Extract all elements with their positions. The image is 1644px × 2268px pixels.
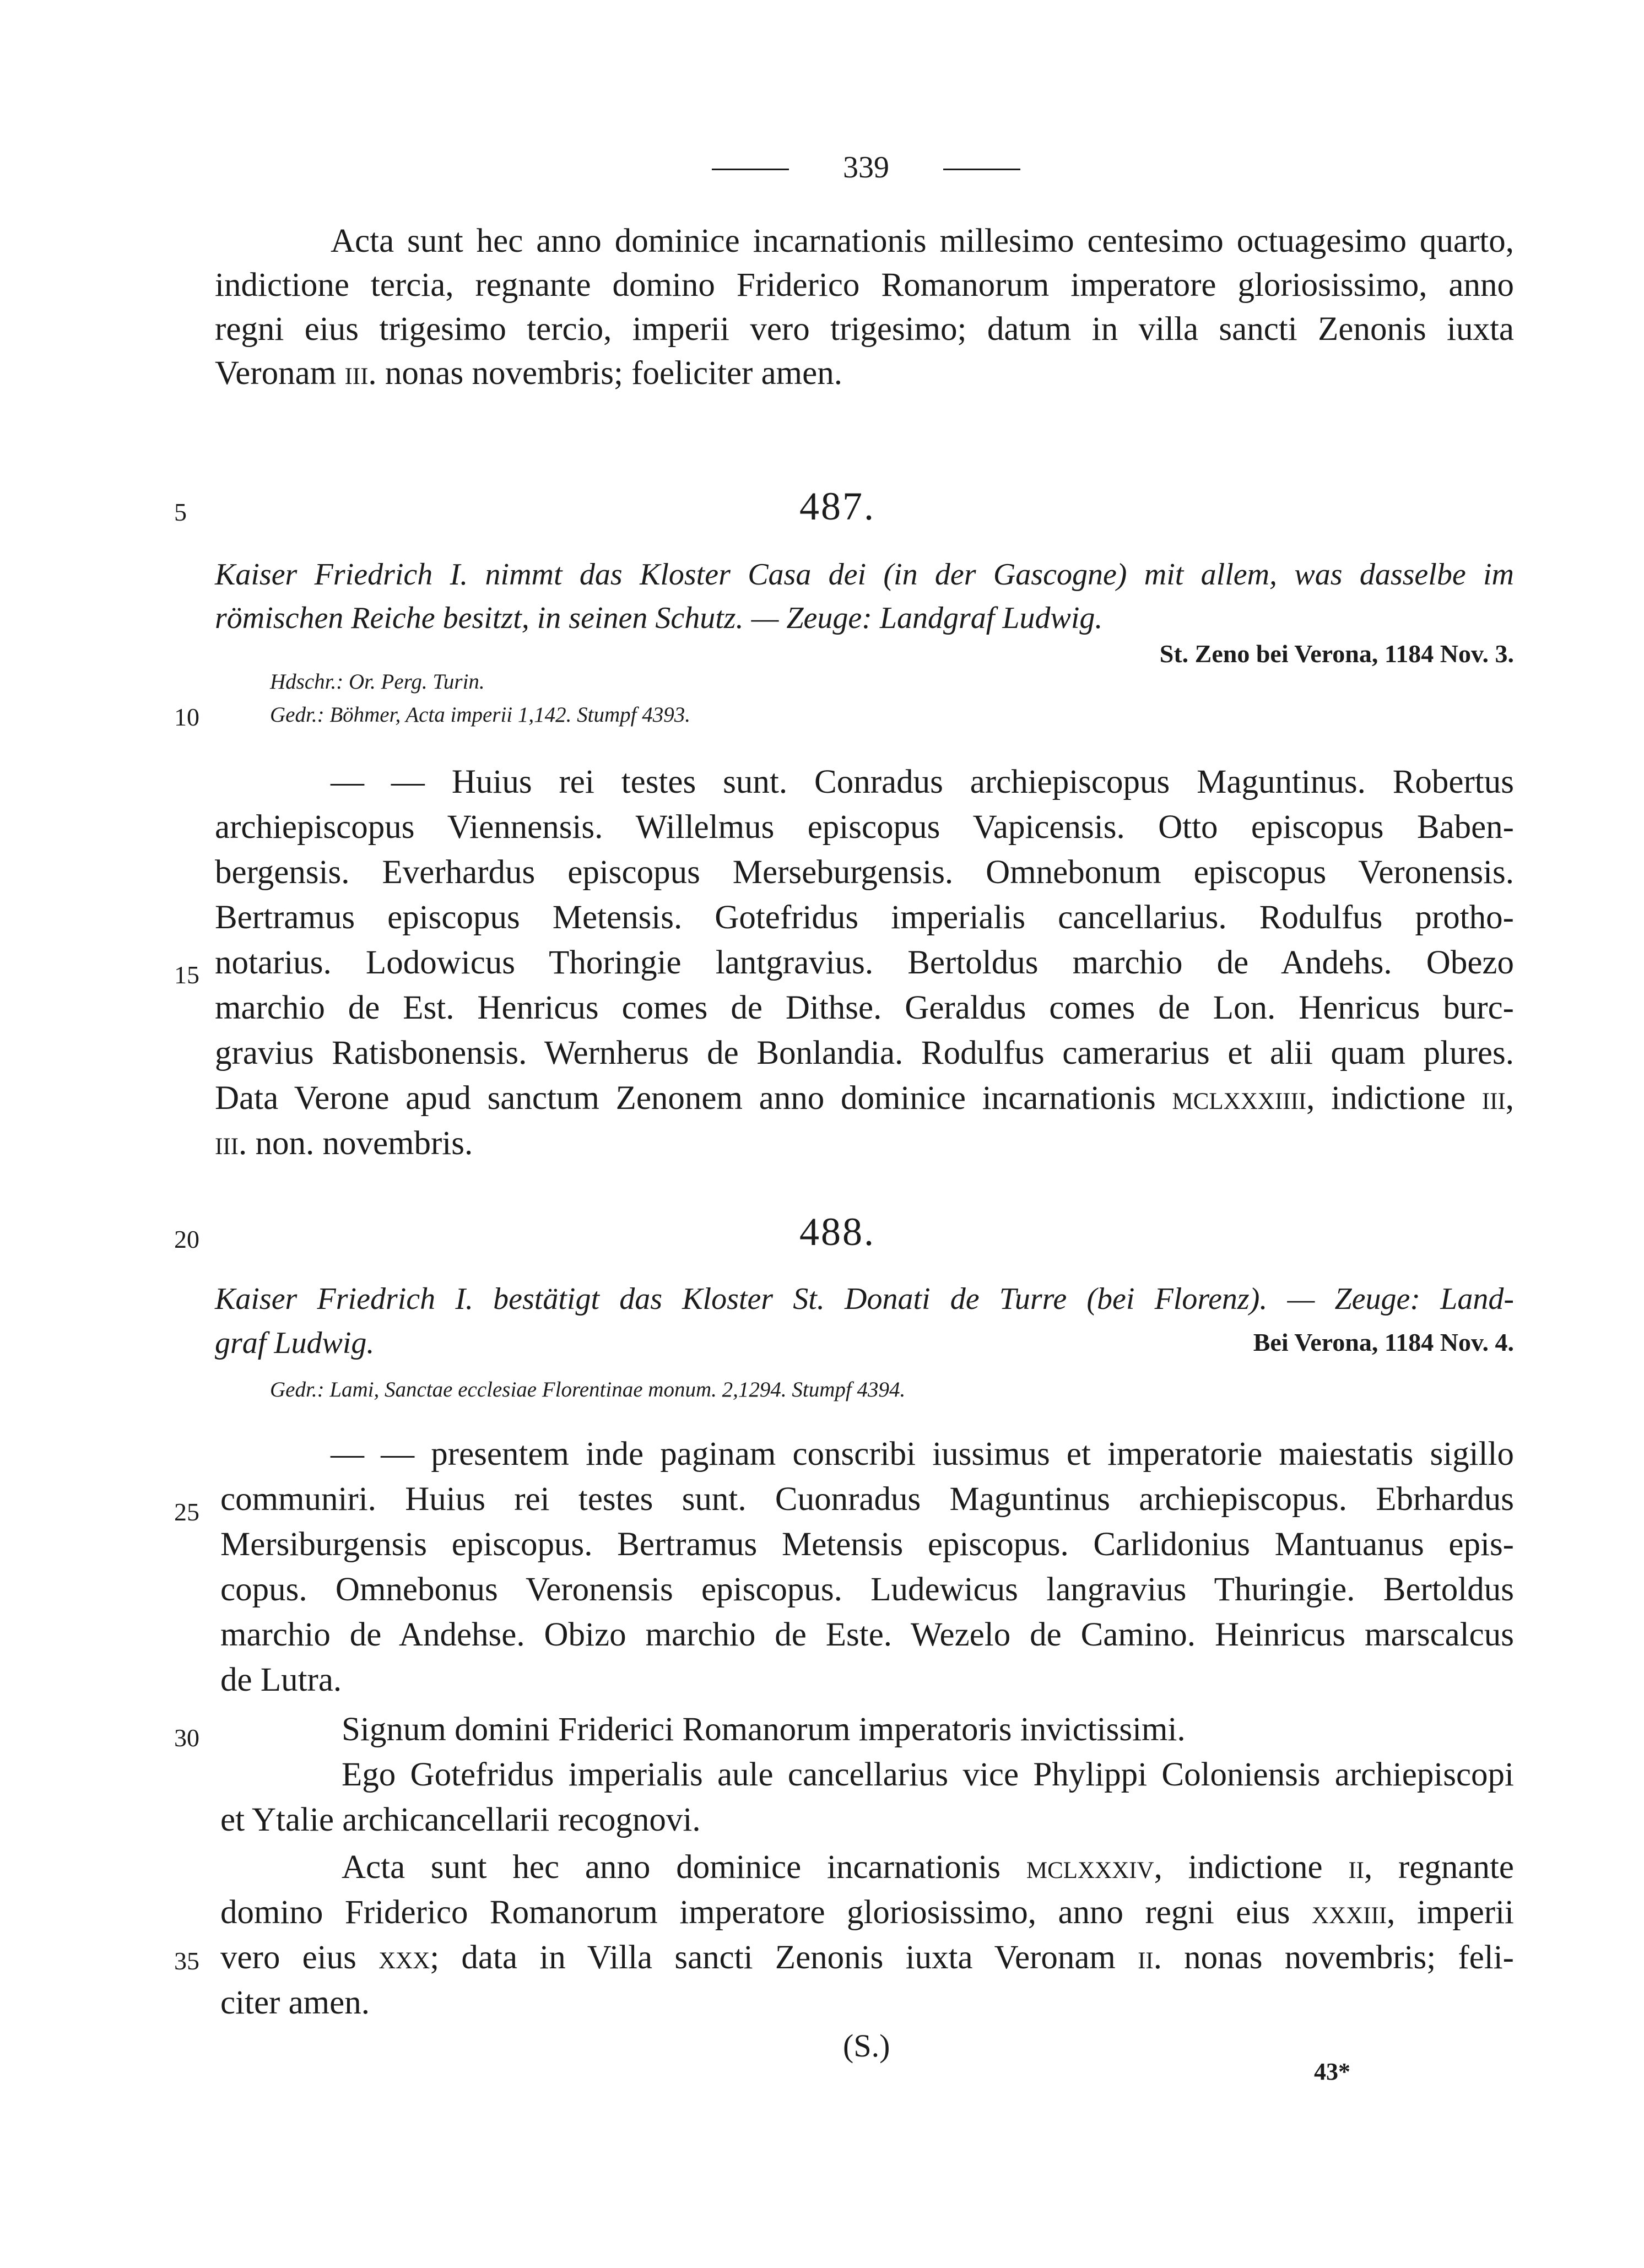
text-line: communiri. Huius rei testes sunt. Cuonradus Maguntinus archiepiscopus. Ebrhardus bbox=[220, 1481, 1514, 1518]
text-line: marchio de Est. Henricus comes de Dithse. Geraldus comes de Lon. Henricus burc- bbox=[215, 989, 1514, 1026]
text-line: — — Huius rei testes sunt. Conradus archiepiscopus Maguntinus. Robertus bbox=[331, 764, 1514, 800]
text-line: marchio de Andehse. Obizo marchio de Este. Wezelo de Camino. Heinricus marscalcus bbox=[220, 1616, 1514, 1653]
acta-line-1: Acta sunt hec anno dominice incarnationis mclxxxiv, indictione ii, regnante bbox=[342, 1849, 1514, 1886]
text-line: copus. Omnebonus Veronensis episcopus. Ludewicus langravius Thuringie. Bertoldus bbox=[220, 1571, 1514, 1608]
text-line: Mersiburgensis episcopus. Bertramus Metensis episcopus. Carlidonius Mantuanus epis- bbox=[220, 1526, 1514, 1563]
margin-number: 20 bbox=[174, 1225, 199, 1253]
summary-line-2: graf Ludwig. bbox=[215, 1326, 375, 1360]
bibliography-manuscript: Hdschr.: Or. Perg. Turin. bbox=[270, 670, 485, 694]
text-line: gravius Ratisbonensis. Wernherus de Bonlandia. Rodulfus camerarius et alii quam plures. bbox=[215, 1035, 1514, 1071]
intro-line-1: Acta sunt hec anno dominice incarnationis millesimo centesimo octuagesimo quarto, bbox=[331, 223, 1514, 259]
text-line: notarius. Lodowicus Thoringie lantgravius. Bertoldus marchio de Andehs. Obezo bbox=[215, 944, 1514, 981]
recognition-line-1: Ego Gotefridus imperialis aule cancellarius vice Phylippi Coloniensis archiepiscopi bbox=[342, 1756, 1514, 1793]
acta-line-4: citer amen. bbox=[220, 1984, 370, 2021]
text-line: bergensis. Everhardus episcopus Merseburgensis. Omnebonum episcopus Veronensis. bbox=[215, 854, 1514, 891]
margin-number: 15 bbox=[174, 961, 199, 989]
intro-line-3: regni eius trigesimo tercio, imperii vero trigesimo; datum in villa sancti Zenonis iuxta bbox=[215, 311, 1514, 348]
text-line-last: de Lutra. bbox=[220, 1661, 342, 1698]
document-number: 488. bbox=[799, 1210, 875, 1254]
place-date: Bei Verona, 1184 Nov. 4. bbox=[1253, 1328, 1514, 1356]
place-date: St. Zeno bei Verona, 1184 Nov. 3. bbox=[1159, 640, 1514, 668]
intro-line-4: Veronam iii. nonas novembris; foeliciter amen. bbox=[215, 355, 842, 392]
bibliography-printed: Gedr.: Böhmer, Acta imperii 1,142. Stumpf 4393. bbox=[270, 703, 690, 727]
recognition-line-2: et Ytalie archicancellarii recognovi. bbox=[220, 1801, 701, 1838]
margin-number: 25 bbox=[174, 1498, 199, 1526]
bibliography-printed: Gedr.: Lami, Sanctae ecclesiae Florentinae monum. 2,1294. Stumpf 4394. bbox=[270, 1378, 906, 1401]
margin-number: 5 bbox=[174, 498, 187, 526]
text-line-last: iii. non. novembris. bbox=[215, 1125, 473, 1162]
text-line: Bertramus episcopus Metensis. Gotefridus imperialis cancellarius. Rodulfus protho- bbox=[215, 899, 1514, 936]
signum-line: Signum domini Friderici Romanorum imperatoris invictissimi. bbox=[342, 1711, 1186, 1748]
page-number: 339 bbox=[843, 150, 889, 185]
summary-line-2: römischen Reiche besitzt, in seinen Schutz. — Zeuge: Landgraf Ludwig. bbox=[215, 601, 1103, 635]
text-line: — — presentem inde paginam conscribi iussimus et imperatorie maiestatis sigillo bbox=[331, 1436, 1514, 1473]
seal-mark: (S.) bbox=[843, 2028, 890, 2064]
page-header bbox=[712, 144, 1020, 194]
date-line: Data Verone apud sanctum Zenonem anno dominice incarnationis mclxxxiiii, indictione iii, bbox=[215, 1080, 1514, 1117]
intro-line-2: indictione tercia, regnante domino Friderico Romanorum imperatore gloriosissimo, anno bbox=[215, 267, 1514, 304]
document-number: 487. bbox=[799, 484, 875, 528]
header-rule-right bbox=[943, 169, 1020, 170]
text-line: archiepiscopus Viennensis. Willelmus episcopus Vapicensis. Otto episcopus Baben- bbox=[215, 809, 1514, 846]
acta-line-2: domino Friderico Romanorum imperatore gloriosissimo, anno regni eius xxxiii, imperii bbox=[220, 1894, 1514, 1931]
margin-number: 30 bbox=[174, 1724, 199, 1752]
printer-signature: 43* bbox=[1314, 2058, 1350, 2085]
summary-line-1: Kaiser Friedrich I. nimmt das Kloster Casa dei (in der Gascogne) mit allem, was dasselbe im bbox=[215, 557, 1514, 592]
margin-number: 10 bbox=[174, 703, 199, 731]
acta-line-3: vero eius xxx; data in Villa sancti Zenonis iuxta Veronam ii. nonas novembris; feli- bbox=[220, 1939, 1514, 1976]
summary-line-1: Kaiser Friedrich I. bestätigt das Kloster St. Donati de Turre (bei Florenz). — Zeuge: Land- bbox=[215, 1282, 1514, 1316]
margin-number: 35 bbox=[174, 1947, 199, 1975]
